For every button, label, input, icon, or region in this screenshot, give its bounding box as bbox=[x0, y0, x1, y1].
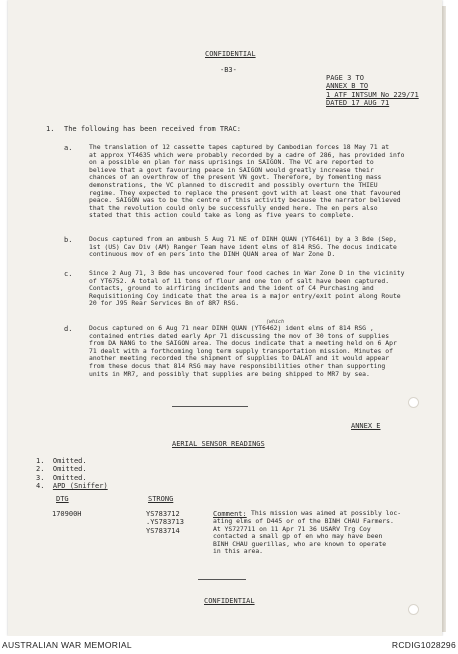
paragraph-line: units in MR7, and possibly that supplies are being shipped to MR7 by sea. bbox=[89, 369, 370, 378]
punch-hole bbox=[408, 604, 419, 615]
reference-block bbox=[326, 74, 419, 107]
dtg-value: 170900H bbox=[52, 510, 82, 518]
paragraph-line: continuous mov of en pers into the DINH QUAN area of War Zone D. bbox=[89, 250, 336, 259]
paragraph-line: Docus captured from an ambush 5 Aug 71 NE of DINH QUAN (YT6461) by a 3 Bde (Sep, bbox=[89, 235, 397, 243]
item-label: b. bbox=[64, 236, 73, 244]
paragraph-line: that the revolution could only be successfully ended here. The en pers also bbox=[89, 203, 378, 212]
section-number: 1. bbox=[46, 125, 55, 133]
item-label: d. bbox=[64, 325, 73, 333]
paragraph-line: regime. They expected to replace the present govt with at least one that favoured bbox=[89, 188, 401, 197]
paragraph-line: chances of an overthrow of the present VN govt. Therefore, by fomenting mass bbox=[89, 173, 382, 182]
paragraph-line: Since 2 Aug 71, 3 Bde has uncovered four food caches in War Zone D in the vicinity bbox=[89, 269, 405, 277]
ref-line: PAGE 3 TO bbox=[326, 74, 364, 82]
item-paragraph-b bbox=[89, 236, 397, 259]
list-item: 4. APD (Sniffer) bbox=[36, 481, 108, 490]
paragraph-line: 71 dealt with a forthcoming long term supply transportation mission. Minutes of bbox=[89, 346, 393, 355]
section-divider bbox=[172, 406, 248, 407]
document-page bbox=[8, 0, 442, 636]
paragraph-line: from these docus that 814 RSG may have responsibilities other than supporting bbox=[89, 361, 386, 370]
item-paragraph-c bbox=[89, 270, 405, 308]
strong-value: YS783714 bbox=[146, 526, 180, 535]
punch-hole bbox=[408, 397, 419, 408]
comment-line: contacted a small gp of en who may have been bbox=[213, 532, 383, 541]
comment-line: in this area. bbox=[213, 547, 264, 556]
paragraph-line: believe that a govt favouring peace in SAIGON would greatly increase their bbox=[89, 165, 374, 174]
annex-list bbox=[36, 457, 108, 490]
paragraph-line: 1st (US) Cav Div (AM) Ranger Team have ident elms of 814 RSG. The docus indicate bbox=[89, 242, 397, 251]
list-item: 2. Omitted. bbox=[36, 465, 87, 474]
annex-label: ANNEX E bbox=[351, 422, 381, 430]
archive-footer bbox=[0, 636, 458, 654]
column-header-dtg: DTG bbox=[56, 495, 69, 503]
paragraph-line: another meeting recorded the shipment of supplies to DALAT and it would appear bbox=[89, 354, 390, 363]
ref-line: ANNEX B TO bbox=[326, 82, 369, 91]
comment-line: This mission was aimed at possibly loc- bbox=[251, 509, 402, 517]
paragraph-line: 20 for J95 Rear Services Bn of 8R7 RSG. bbox=[89, 299, 240, 308]
paragraph-line: demonstrations, the VC planned to discredit and possibly overturn the THIEU bbox=[89, 180, 378, 189]
page-code: -B3- bbox=[220, 66, 237, 74]
paragraph-line: on a possible en plan for mass uprisings in SAIGON. The VC are reported to bbox=[89, 158, 374, 167]
paragraph-line: Docus captured on 6 Aug 71 near DINH QUAN (YT6462) ident elms of 814 RSG , bbox=[89, 324, 374, 332]
handwritten-note: (which bbox=[266, 319, 285, 325]
section-intro: The following has been received from TRAC: bbox=[64, 125, 242, 133]
paragraph-line: from DA NANG to the SAIGON area. The docus indicate that a meeting held on 6 Apr bbox=[89, 339, 397, 348]
paragraph-line: of YT6752. A total of 11 tons of flour and one ton of salt have been captured. bbox=[89, 276, 390, 285]
list-item: 3. Omitted. bbox=[36, 473, 87, 482]
item-label: a. bbox=[64, 144, 73, 152]
item-paragraph-a bbox=[89, 144, 405, 220]
list-item: 1. Omitted. bbox=[36, 457, 87, 465]
paragraph-line: Contacts, ground to airfiring incidents and the ident of C4 Purchasing and bbox=[89, 284, 374, 293]
ref-line: 1 ATF INTSUM No 229/71 bbox=[326, 90, 419, 99]
classification-top: CONFIDENTIAL bbox=[205, 50, 256, 58]
classification-bottom: CONFIDENTIAL bbox=[204, 597, 255, 605]
column-header-strong: STRONG bbox=[148, 495, 174, 503]
bottom-divider bbox=[198, 579, 246, 580]
strong-value: YS783712 bbox=[146, 510, 180, 518]
strong-values bbox=[146, 510, 184, 535]
strong-value: .YS783713 bbox=[146, 518, 184, 527]
archive-record-id: RCDIG1028296 bbox=[391, 640, 456, 650]
paragraph-line: stated that this action could take as long as five years to complete. bbox=[89, 211, 355, 220]
comment-line: ating elms of D445 or of the BINH CHAU Farmers. bbox=[213, 517, 394, 525]
item-label: c. bbox=[64, 270, 73, 278]
archive-name: AUSTRALIAN WAR MEMORIAL bbox=[2, 640, 132, 650]
paragraph-line: The translation of 12 cassette tapes captured by Cambodian forces 18 May 71 at bbox=[89, 143, 390, 151]
comment-line: BINH CHAU guerillas, who are known to operate bbox=[213, 539, 387, 548]
paragraph-line: contained entries dated early Apr 71 discussing the mov of 30 tons of supplies bbox=[89, 331, 390, 340]
comment-text-continued bbox=[213, 518, 394, 556]
comment-label: Comment: bbox=[213, 510, 247, 518]
item-paragraph-d bbox=[89, 325, 397, 378]
paragraph-line: at approx YT4635 which were probably recorded by a cadre of 286, has provided info bbox=[89, 150, 405, 159]
ref-line: DATED 17 AUG 71 bbox=[326, 98, 390, 107]
paragraph-line: peace. SAIGON was to be the centre of this activity because the narrator believed bbox=[89, 196, 401, 205]
comment-line: At YS727711 on 11 Apr 71 36 USARV Trg Coy bbox=[213, 524, 371, 533]
paragraph-line: Requisitioning Coy indicate that the area is a major entry/exit point along Route bbox=[89, 291, 401, 300]
annex-title: AERIAL SENSOR READINGS bbox=[172, 440, 265, 448]
